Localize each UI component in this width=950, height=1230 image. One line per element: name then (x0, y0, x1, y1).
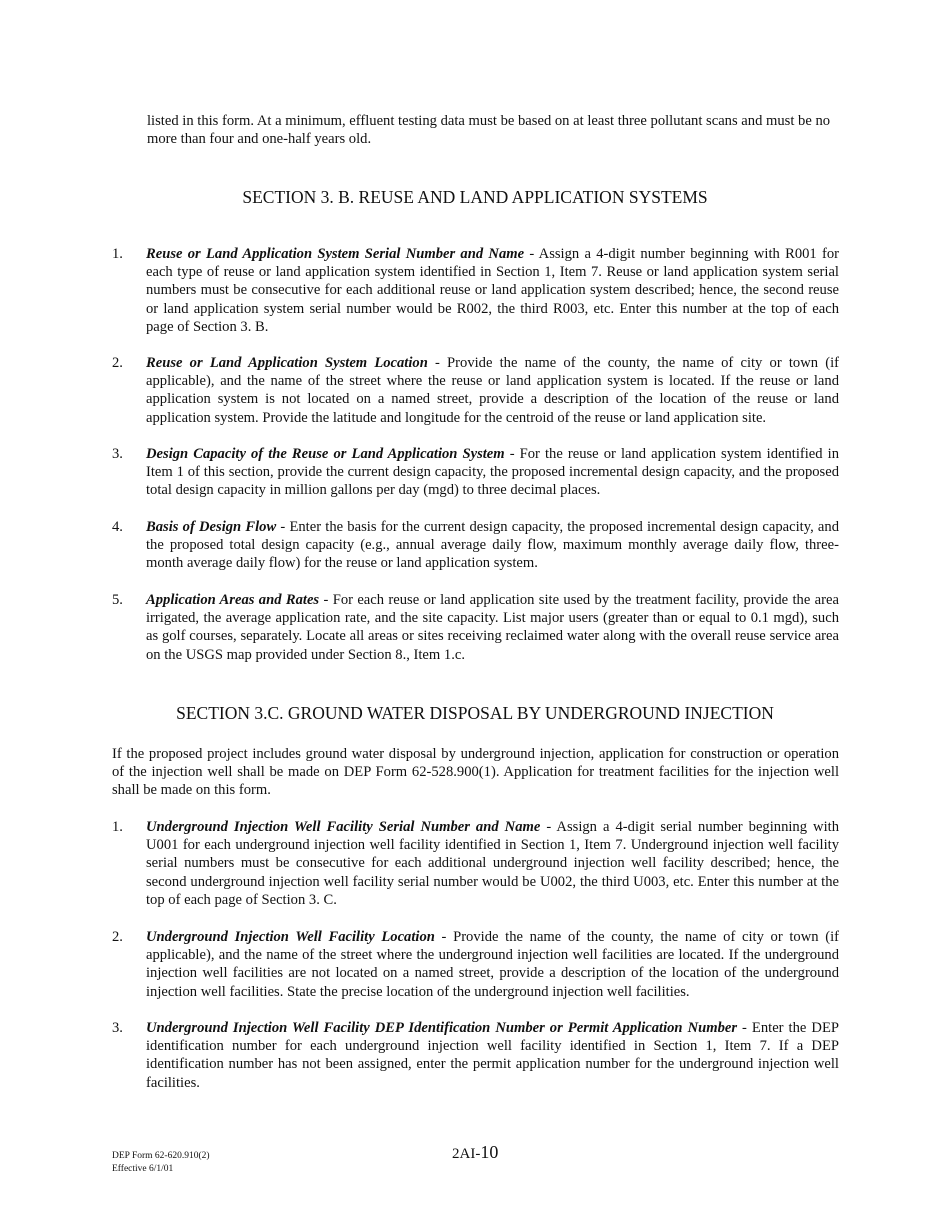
form-footer (112, 1150, 210, 1175)
section-3b-item-3 (112, 445, 839, 500)
page-number-value: 10 (480, 1142, 499, 1162)
section-3c-item-1 (112, 818, 839, 909)
item-text: - Assign a 4-digit serial number beginning with U001 for each underground injection well facility identified in Section 1, Item 7. Underground injection well facility serial numbers must be consecutive for each additional underground injection well facility described; hence, the second underground injection well facility serial number would be U002, the third U003, etc. Enter this number at the top of each page of Section 3. C. (146, 819, 839, 908)
intro-paragraph: listed in this form. At a minimum, effluent testing data must be based on at least three pollutant scans and must be no more than four and one-half years old. (147, 113, 831, 148)
item-lead: Underground Injection Well Facility DEP Identification Number or Permit Application Number (146, 1020, 738, 1036)
item-text: - Provide the name of the county, the name of city or town (if applicable), and the name of the street where the reuse or land application system is located. If the reuse or land application system is not located on a named street, provide a description of the location of the reuse or land application system. Provide the latitude and longitude for the centroid of the reuse or land application site. (146, 355, 839, 426)
item-lead: Reuse or Land Application System Location (146, 355, 428, 371)
section-3b-item-2 (112, 354, 839, 427)
item-lead: Basis of Design Flow (146, 519, 277, 535)
section-3b-heading: SECTION 3. B. REUSE AND LAND APPLICATION SYSTEMS (242, 187, 708, 207)
item-text: - For the reuse or land application system identified in Item 1 of this section, provide the current design capacity, the proposed incremental design capacity, and the proposed total design capacity in million gallons per day (mgd) to three decimal places. (146, 446, 840, 499)
item-text: - Assign a 4-digit number beginning with R001 for each type of reuse or land application system identified in Section 1, Item 7. Reuse or land application system serial numbers must be consecutive for each additional reuse or land application system described; hence, the second reuse or land application system serial number would be R002, the third R003, etc. Enter this number at the top of each page of Section 3. B. (146, 246, 839, 335)
item-number: 1. (112, 246, 123, 262)
section-3c-item-3 (112, 1019, 839, 1092)
item-number: 3. (112, 446, 123, 462)
page-number (452, 1142, 498, 1163)
item-text: - Enter the DEP identification number for each underground injection well facility identified in Section 1, Item 7. If a DEP identification number has not been assigned, enter the permit application number for the underground injection well facilities. (146, 1020, 839, 1091)
item-number: 2. (112, 355, 123, 371)
item-number: 4. (112, 519, 123, 535)
item-lead: Reuse or Land Application System Serial Number and Name (146, 246, 525, 262)
section-3c-intro: If the proposed project includes ground water disposal by underground injection, application for construction or operation of the injection well shall be made on DEP Form 62-528.900(1). Application for treatment facilities for the injection well shall be made on this form. (112, 746, 839, 799)
item-number: 5. (112, 592, 123, 608)
item-number: 3. (112, 1020, 123, 1036)
item-lead: Underground Injection Well Facility Location (146, 929, 435, 945)
item-lead: Application Areas and Rates (146, 592, 320, 608)
effective-date: Effective 6/1/01 (112, 1163, 174, 1174)
section-3b-item-1 (112, 245, 839, 336)
item-lead: Design Capacity of the Reuse or Land Application System (146, 446, 505, 462)
form-number: DEP Form 62-620.910(2) (112, 1151, 210, 1161)
section-3b-item-5 (112, 591, 839, 664)
item-text: - Enter the basis for the current design capacity, the proposed incremental design capacity, and the proposed total design capacity (e.g., annual average daily flow, maximum monthly average daily flow, three-month average daily flow) for the reuse or land application system. (146, 519, 840, 572)
item-number: 2. (112, 929, 123, 945)
item-text: - For each reuse or land application site used by the treatment facility, provide the area irrigated, the average application rate, and the site capacity. List major users (greater than or equal to 0.1 mgd), such as golf courses, separately. Locate all areas or sites receiving reclaimed water along with the overall reuse service area on the USGS map provided under Section 8., Item 1.c. (146, 592, 839, 663)
item-lead: Underground Injection Well Facility Serial Number and Name (146, 819, 541, 835)
page-prefix: 2AI- (452, 1146, 481, 1162)
section-3b-item-4 (112, 518, 839, 573)
section-3c-item-2 (112, 928, 839, 1001)
item-number: 1. (112, 819, 123, 835)
item-text: - Provide the name of the county, the name of city or town (if applicable), and the name of the street where the underground injection well facilities are located. If the underground injection well facilities are not located on a named street, provide a description of the location of the underground injection well facilities. State the precise location of the underground injection well facilities. (146, 929, 840, 1000)
section-3c-heading: SECTION 3.C. GROUND WATER DISPOSAL BY UNDERGROUND INJECTION (176, 703, 774, 723)
